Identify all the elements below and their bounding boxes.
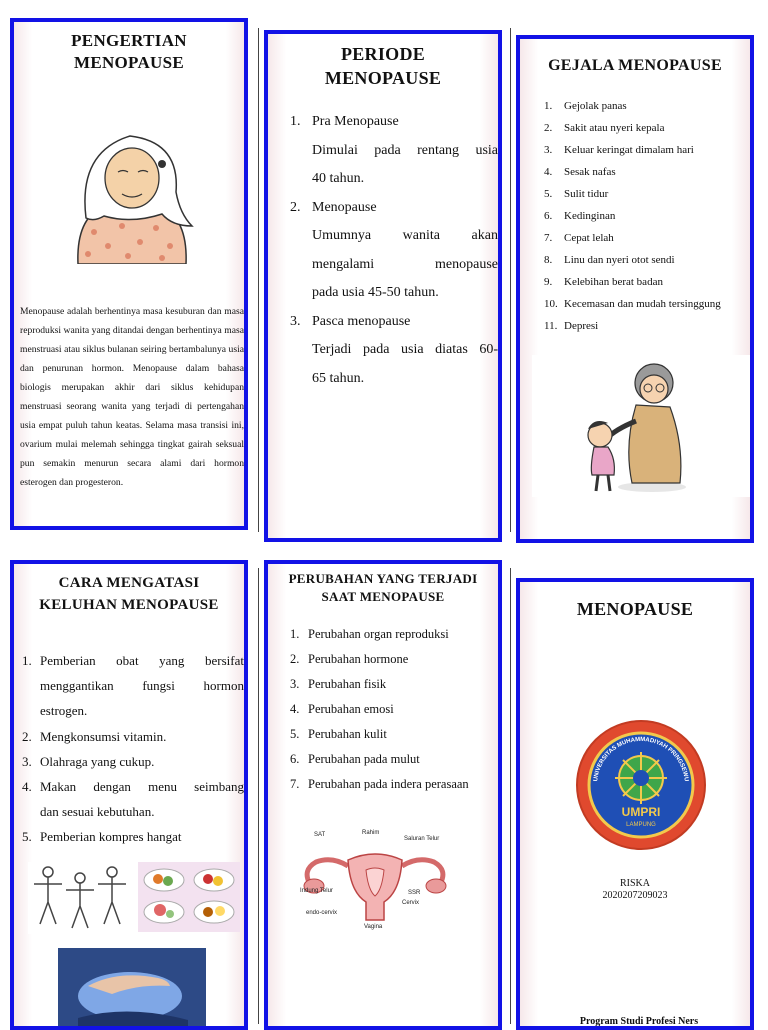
list-item: 7. Cepat lelah (544, 232, 614, 244)
program-name: Program Studi Profesi Ners (579, 1016, 699, 1027)
list-item: 11. Depresi (544, 320, 599, 332)
panel-title (14, 30, 244, 74)
panel-title (268, 42, 498, 90)
perubahan-list (290, 622, 502, 797)
separator-line (510, 568, 511, 1024)
list-item: 1. Pra Menopause (290, 114, 399, 129)
separator-line (258, 28, 259, 532)
diagram-label: Vagina (364, 924, 383, 930)
diagram-label: Saluran Telur (404, 836, 440, 842)
periode-list (290, 108, 498, 393)
list-item-cont: menggantikan fungsi hormon (40, 678, 244, 694)
cara-list (22, 648, 244, 850)
list-item-cont: dan sesuai kebutuhan. (40, 804, 155, 820)
title-line: KELUHAN MENOPAUSE (39, 597, 219, 613)
elderly-woman-illustration (64, 122, 200, 264)
list-item: 6. Kedinginan (544, 210, 616, 222)
list-item-cont: estrogen. (40, 703, 88, 719)
list-item-desc: 40 tahun. (312, 171, 365, 186)
list-item: 2. Sakit atau nyeri kepala (544, 122, 665, 134)
grandma-child-illustration (532, 355, 750, 497)
list-item-desc: mengalami menopause (312, 256, 498, 272)
logo-sub-text: LAMPUNG (626, 822, 656, 828)
list-item: 6. Perubahan pada mulut (290, 752, 420, 766)
author-nim: 2020207209023 (602, 890, 668, 901)
list-item: 5. Pemberian kompres hangat (22, 829, 182, 845)
list-item: 3. Perubahan fisik (290, 677, 387, 691)
list-item: 9. Kelebihan berat badan (544, 276, 663, 288)
reproductive-organ-diagram (292, 826, 458, 930)
panel-cover (516, 578, 754, 1030)
list-item-desc: pada usia 45-50 tahun. (312, 285, 439, 300)
list-item: 1. Pemberian obat yang bersifat (22, 653, 244, 668)
panel-title (268, 570, 498, 606)
list-item-desc: Terjadi pada usia diatas 60- (312, 342, 498, 357)
gejala-list (544, 95, 754, 337)
panel-gejala (516, 35, 754, 543)
list-item-desc: 65 tahun. (312, 370, 365, 386)
logo-arc-text: UNIVERSITAS MUHAMMADIYAH PRINGSEWU (593, 736, 689, 782)
list-item: 3. Olahraga yang cukup. (22, 753, 155, 769)
diagram-label: Cervix (402, 900, 420, 906)
title-line: MENOPAUSE (73, 53, 185, 72)
pengertian-paragraph: Menopause adalah berhentinya masa kesuburan dan masa reproduksi wanita yang ditandai dengan berhentinya masa menstruasi atau siklus bulanan seiring bertambalunya usia dan penurunan hormon. Menopause dalam bahasa biologis merupakan akhir dari siklus kehidupan menstruasi seorang wanita yang terjadi di pertengahan usia empat puluh tahun keatas. Selama masa transisi ini, ovarium mulai melemah sehingga tingkat gairah seksual pun semakin menurun secara alami dari hormon esterogen dan progesteron. (20, 306, 244, 488)
diagram-label: Indung Telur (300, 888, 333, 894)
title-line: CARA MENGATASI (58, 575, 200, 591)
exercise-illustration (28, 862, 132, 934)
title-line: PENGERTIAN (71, 31, 187, 50)
author-name: RISKA (619, 878, 650, 889)
separator-line (258, 568, 259, 1024)
diagram-label: SSR (408, 890, 421, 896)
title-line: SAAT MENOPAUSE (321, 589, 445, 604)
university-logo (558, 716, 724, 854)
separator-line (510, 28, 511, 532)
panel-cara-mengatasi (10, 560, 248, 1030)
list-item: 2. Perubahan hormone (290, 652, 409, 666)
diagram-label: SAT (314, 832, 326, 838)
diagram-label: endo-cervix (306, 910, 338, 916)
warm-compress-photo (58, 948, 206, 1030)
list-item: 8. Linu dan nyeri otot sendi (544, 254, 675, 266)
list-item: 3. Pasca menopause (290, 313, 411, 329)
list-item: 7. Perubahan pada indera perasaan (290, 777, 469, 791)
list-item: 4. Sesak nafas (544, 166, 616, 178)
list-item: 3. Keluar keringat dimalam hari (544, 144, 694, 156)
list-item: 1. Gejolak panas (544, 100, 627, 112)
panel-perubahan (264, 560, 502, 1030)
list-item: 2. Menopause (290, 199, 377, 215)
list-item: 5. Sulit tidur (544, 188, 609, 200)
list-item: 2. Mengkonsumsi vitamin. (22, 728, 167, 744)
logo-main-text: UMPRI (621, 805, 661, 819)
list-item: 1. Perubahan organ reproduksi (290, 627, 449, 641)
list-item: 10. Kecemasan dan mudah tersinggung (544, 298, 721, 310)
diagram-label: Rahim (362, 830, 380, 836)
balanced-food-illustration (138, 862, 240, 932)
cover-title: MENOPAUSE (576, 599, 694, 619)
title-line: MENOPAUSE (324, 68, 442, 88)
panel-periode (264, 30, 502, 542)
panel-title: GEJALA MENOPAUSE (548, 57, 722, 74)
list-item-desc: Umumnya wanita akan (312, 228, 498, 243)
panel-pengertian (10, 18, 248, 530)
title-line: PERIODE (340, 44, 426, 64)
list-item: 4. Perubahan emosi (290, 702, 394, 716)
list-item-desc: Dimulai pada rentang usia (312, 142, 498, 158)
panel-title (14, 572, 244, 616)
list-item: 5. Perubahan kulit (290, 727, 387, 741)
list-item: 4. Makan dengan menu seimbang (22, 779, 244, 795)
title-line: PERUBAHAN YANG TERJADI (288, 571, 478, 586)
